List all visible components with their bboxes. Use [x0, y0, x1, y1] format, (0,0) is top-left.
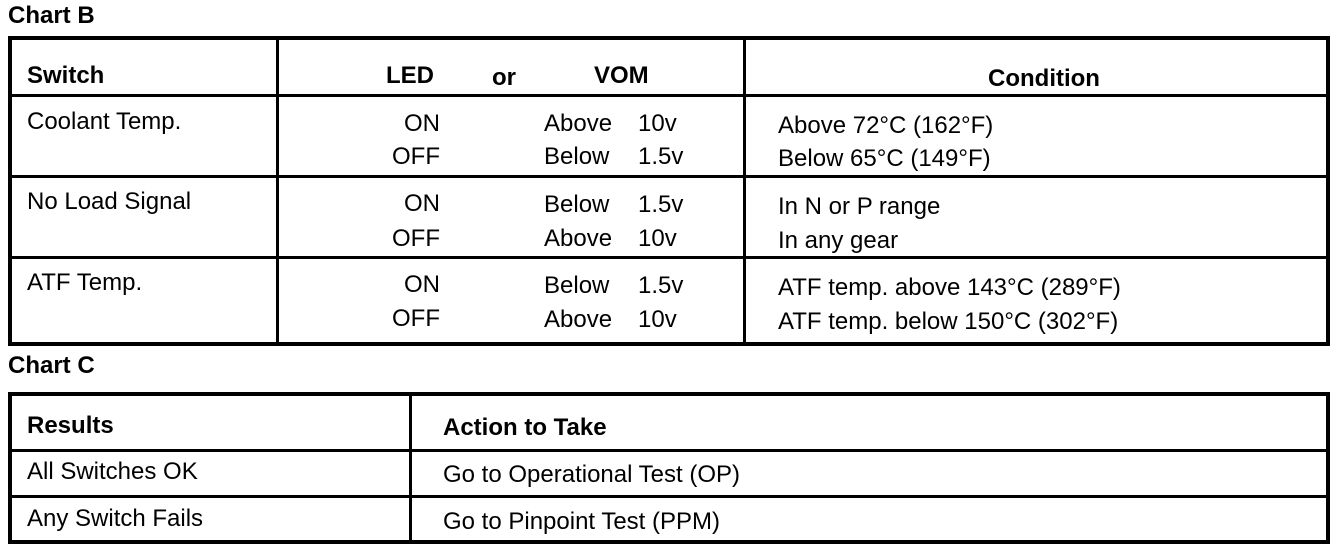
- condition-text: ATF temp. above 143°C (289°F): [778, 274, 1121, 301]
- vom-voltage: 1.5v: [638, 191, 684, 218]
- column-divider: [276, 40, 279, 342]
- switch-name: Coolant Temp.: [27, 108, 182, 135]
- condition-text: Above 72°C (162°F): [778, 112, 994, 139]
- vom-level: Below: [544, 143, 610, 170]
- vom-level: Below: [544, 272, 610, 299]
- vom-level: Above: [544, 306, 613, 333]
- result-text: Any Switch Fails: [27, 505, 204, 532]
- vom-voltage: 1.5v: [638, 272, 684, 299]
- row-divider: [12, 449, 1326, 452]
- header-condition: Condition: [988, 65, 1100, 92]
- header-led: LED: [386, 62, 434, 89]
- chart-b-title: Chart B: [8, 2, 95, 29]
- row-divider: [12, 94, 1326, 97]
- switch-name: No Load Signal: [27, 188, 192, 215]
- led-state: OFF: [392, 305, 440, 332]
- row-divider: [12, 495, 1326, 498]
- vom-voltage: 1.5v: [638, 143, 684, 170]
- chart-c-table: [8, 392, 1330, 544]
- led-state: OFF: [392, 143, 440, 170]
- header-or: or: [492, 64, 516, 91]
- vom-voltage: 10v: [638, 306, 677, 333]
- header-switch: Switch: [27, 62, 105, 89]
- switch-name: ATF Temp.: [27, 269, 143, 296]
- column-divider: [409, 396, 412, 540]
- condition-text: ATF temp. below 150°C (302°F): [778, 308, 1119, 335]
- result-text: All Switches OK: [27, 458, 198, 485]
- led-state: OFF: [392, 225, 440, 252]
- vom-voltage: 10v: [638, 225, 677, 252]
- led-state: ON: [404, 110, 440, 137]
- header-vom: VOM: [594, 62, 649, 89]
- row-divider: [12, 175, 1326, 178]
- condition-text: Below 65°C (149°F): [778, 145, 991, 172]
- header-results: Results: [27, 412, 114, 439]
- vom-level: Above: [544, 225, 613, 252]
- header-action: Action to Take: [443, 414, 607, 441]
- column-divider: [743, 40, 746, 342]
- condition-text: In any gear: [778, 227, 899, 254]
- led-state: ON: [404, 190, 440, 217]
- led-state: ON: [404, 271, 440, 298]
- row-divider: [12, 256, 1326, 259]
- action-text: Go to Pinpoint Test (PPM): [443, 508, 721, 535]
- chart-c-title: Chart C: [8, 352, 95, 379]
- vom-voltage: 10v: [638, 110, 677, 137]
- action-text: Go to Operational Test (OP): [443, 461, 741, 488]
- chart-b-table: [8, 36, 1330, 346]
- condition-text: In N or P range: [778, 193, 941, 220]
- vom-level: Above: [544, 110, 613, 137]
- vom-level: Below: [544, 191, 610, 218]
